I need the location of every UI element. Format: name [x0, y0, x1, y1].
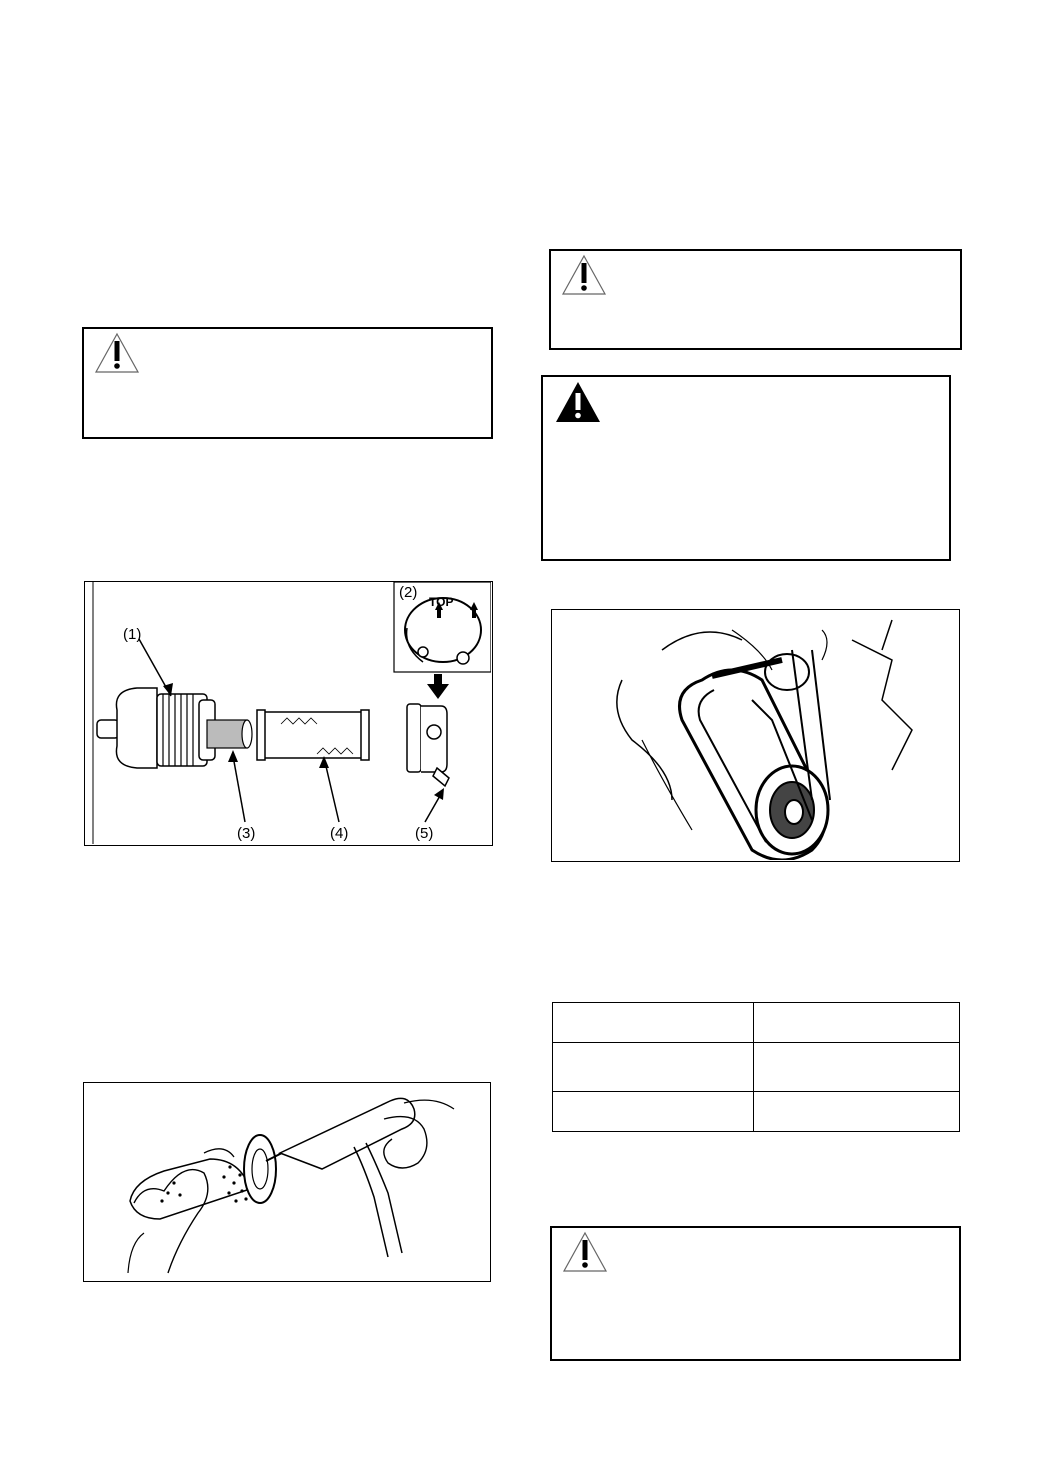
- fan-belt-figure: [551, 609, 960, 862]
- top-mark: TOP: [429, 595, 454, 609]
- caution-notice-left: [82, 327, 493, 439]
- table-cell: [553, 1003, 754, 1043]
- air-cleaner-drawing: [85, 582, 491, 844]
- table-cell: [754, 1003, 960, 1043]
- table-row: [553, 1003, 960, 1043]
- warning-notice: [541, 375, 951, 561]
- air-cleaner-exploded-figure: [84, 581, 493, 846]
- label-1: (1): [123, 626, 142, 643]
- caution-triangle-icon: [562, 1231, 608, 1273]
- caution-triangle-icon: [561, 254, 607, 296]
- caution-triangle-icon: [94, 332, 140, 374]
- air-gun-drawing: [84, 1083, 489, 1280]
- table-row: [553, 1092, 960, 1132]
- table-row: [553, 1043, 960, 1092]
- warning-triangle-icon: [555, 381, 601, 423]
- label-2: (2): [399, 584, 418, 601]
- table-cell: [754, 1043, 960, 1092]
- label-4: (4): [330, 825, 349, 842]
- filter-cleaning-figure: [83, 1082, 491, 1282]
- table-cell: [553, 1092, 754, 1132]
- fan-belt-drawing: [552, 610, 958, 860]
- label-3: (3): [237, 825, 256, 842]
- belt-tension-table: [552, 1002, 960, 1132]
- caution-notice-right-top: [549, 249, 962, 350]
- table-cell: [553, 1043, 754, 1092]
- caution-notice-right-bottom: [550, 1226, 961, 1361]
- table-cell: [754, 1092, 960, 1132]
- label-5: (5): [415, 825, 434, 842]
